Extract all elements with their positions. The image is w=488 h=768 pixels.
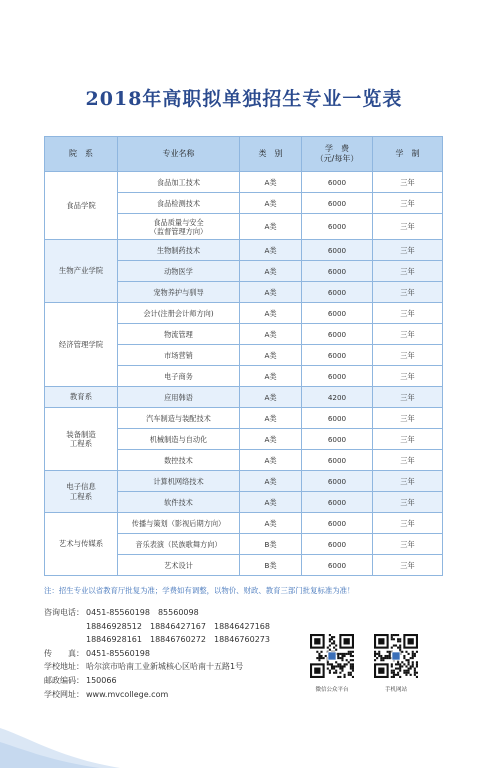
duration-cell: 三年 [373, 513, 443, 534]
category-cell: A类 [240, 429, 302, 450]
duration-cell: 三年 [373, 261, 443, 282]
decorative-wave-corner [0, 708, 120, 768]
table-row [45, 471, 443, 492]
fax-value: 0451-85560198 [86, 648, 150, 658]
address-value: 哈尔滨市哈南工业新城核心区哈南十五路1号 [86, 662, 244, 672]
category-cell: A类 [240, 172, 302, 193]
fee-cell: 6000 [302, 513, 373, 534]
major-name: 汽车制造与装配技术 [146, 413, 211, 423]
major-cell [118, 513, 240, 534]
fee-cell: 6000 [302, 303, 373, 324]
major-name: 数控技术 [164, 455, 193, 465]
dept-cell [45, 408, 118, 471]
wechat-qr-caption: 微信公众平台 [315, 687, 349, 693]
fee-cell: 6000 [302, 193, 373, 214]
major-name: 会计(注册会计师方向) [143, 308, 214, 318]
duration-cell: 三年 [373, 492, 443, 513]
fee-cell: 6000 [302, 534, 373, 555]
duration-cell: 三年 [373, 387, 443, 408]
address-label: 学校地址： [44, 662, 84, 672]
major-name: 生物制药技术 [156, 245, 201, 255]
major-name: 传播与策划（影视后期方向） [131, 518, 226, 528]
dept-name: 电子信息 [66, 482, 96, 492]
table-row [45, 408, 443, 429]
wechat-qr-code-icon[interactable] [310, 634, 354, 678]
table-body [45, 172, 443, 576]
major-name: 计算机网络技术 [153, 476, 204, 486]
dept-name: 生物产业学院 [58, 266, 104, 276]
category-cell: A类 [240, 513, 302, 534]
header-category: 类 别 [240, 137, 302, 172]
category-cell: A类 [240, 345, 302, 366]
zip-row [44, 674, 270, 688]
duration-cell: 三年 [373, 214, 443, 240]
table-row [45, 387, 443, 408]
duration-cell: 三年 [373, 429, 443, 450]
fee-cell: 6000 [302, 240, 373, 261]
web-row [44, 688, 270, 702]
dept-name: 装备制造 [66, 429, 96, 439]
duration-cell: 三年 [373, 534, 443, 555]
category-cell: A类 [240, 282, 302, 303]
major-cell [118, 240, 240, 261]
dept-name: 经济管理学院 [58, 339, 104, 349]
fee-cell: 6000 [302, 429, 373, 450]
major-subtitle: （监督管理方向） [149, 226, 208, 236]
table-row [45, 303, 443, 324]
majors-table [44, 136, 443, 576]
fee-cell: 6000 [302, 408, 373, 429]
table-row [45, 513, 443, 534]
dept-name: 艺术与传媒系 [58, 539, 104, 549]
major-cell [118, 471, 240, 492]
web-value[interactable]: www.mvcollege.com [86, 689, 169, 699]
major-name: 动物医学 [164, 266, 193, 276]
major-cell [118, 282, 240, 303]
mobile-site-qr-code-icon[interactable] [374, 634, 418, 678]
header-fee [302, 137, 373, 172]
fee-cell: 6000 [302, 324, 373, 345]
dept-name: 食品学院 [66, 200, 96, 210]
table-header-row [45, 137, 443, 172]
major-name: 食品加工技术 [156, 177, 201, 187]
fee-cell: 6000 [302, 214, 373, 240]
major-cell [118, 172, 240, 193]
fee-cell: 6000 [302, 261, 373, 282]
fee-cell: 6000 [302, 345, 373, 366]
dept-cell [45, 303, 118, 387]
dept-name-line2: 工程系 [69, 491, 93, 501]
duration-cell: 三年 [373, 408, 443, 429]
footnote: 注：招生专业以省教育厅批复为准；学费如有调整，以物价、财政、教育三部门批复标准为准！ [44, 586, 355, 595]
contact-info [44, 606, 270, 701]
dept-cell [45, 172, 118, 240]
duration-cell: 三年 [373, 450, 443, 471]
wechat-qr-block [306, 634, 358, 693]
major-cell [118, 408, 240, 429]
mobile-qr-block [370, 634, 422, 693]
major-name: 机械制造与自动化 [149, 434, 208, 444]
fee-cell: 6000 [302, 366, 373, 387]
major-name: 食品质量与安全 [153, 217, 204, 227]
phone-line-2: 18846928512 18846427167 18846427168 [86, 621, 270, 631]
duration-cell: 三年 [373, 324, 443, 345]
phone-label: 咨询电话： [44, 608, 84, 617]
duration-cell: 三年 [373, 193, 443, 214]
major-cell [118, 492, 240, 513]
category-cell: A类 [240, 492, 302, 513]
phone-row-3 [44, 633, 270, 647]
major-cell [118, 324, 240, 345]
category-cell: A类 [240, 408, 302, 429]
zip-label: 邮政编码： [44, 675, 84, 685]
duration-cell: 三年 [373, 172, 443, 193]
category-cell: A类 [240, 214, 302, 240]
phone-line-3: 18846928161 18846760272 18846760273 [86, 635, 270, 645]
category-cell: A类 [240, 471, 302, 492]
major-name: 宠物养护与驯导 [153, 287, 204, 297]
major-cell [118, 303, 240, 324]
dept-cell [45, 240, 118, 303]
phone-row-2 [44, 620, 270, 634]
major-name: 电子商务 [164, 371, 193, 381]
fee-cell: 6000 [302, 172, 373, 193]
major-name: 应用韩语 [164, 392, 193, 402]
address-row [44, 660, 270, 674]
dept-cell [45, 471, 118, 513]
major-name: 物流管理 [164, 329, 193, 339]
category-cell: A类 [240, 324, 302, 345]
mobile-qr-caption: 手机网站 [384, 687, 407, 693]
major-cell [118, 429, 240, 450]
header-dept: 院 系 [45, 137, 118, 172]
zip-value: 150066 [86, 675, 117, 685]
fee-cell: 6000 [302, 471, 373, 492]
fee-cell: 6000 [302, 282, 373, 303]
category-cell: A类 [240, 240, 302, 261]
major-cell [118, 534, 240, 555]
major-cell [118, 387, 240, 408]
major-cell [118, 555, 240, 576]
header-major: 专业名称 [118, 137, 240, 172]
dept-name-line2: 工程系 [69, 439, 93, 448]
duration-cell: 三年 [373, 471, 443, 492]
phone-line-1: 0451-85560198 85560098 [86, 608, 199, 617]
duration-cell: 三年 [373, 366, 443, 387]
fee-cell: 6000 [302, 555, 373, 576]
dept-name: 教育系 [69, 392, 93, 402]
fee-cell: 6000 [302, 450, 373, 471]
major-cell [118, 450, 240, 471]
header-fee-line2: （元/每年） [315, 154, 359, 163]
major-cell [118, 366, 240, 387]
dept-cell [45, 387, 118, 408]
major-name: 食品检测技术 [156, 198, 201, 208]
fee-cell: 6000 [302, 492, 373, 513]
category-cell: A类 [240, 366, 302, 387]
major-name: 软件技术 [164, 497, 193, 507]
category-cell: B类 [240, 555, 302, 576]
category-cell: A类 [240, 261, 302, 282]
category-cell: B类 [240, 534, 302, 555]
duration-cell: 三年 [373, 282, 443, 303]
major-name: 艺术设计 [164, 560, 193, 570]
duration-cell: 三年 [373, 555, 443, 576]
phone-row [44, 606, 270, 620]
major-cell [118, 345, 240, 366]
fax-label: 传 真： [44, 648, 84, 658]
category-cell: A类 [240, 303, 302, 324]
web-label: 学校网址： [44, 689, 84, 699]
header-fee-line1: 学 费 [325, 144, 349, 153]
major-name: 音乐表演（民族歌舞方向） [135, 539, 222, 549]
duration-cell: 三年 [373, 345, 443, 366]
major-cell [118, 193, 240, 214]
category-cell: A类 [240, 193, 302, 214]
table-row [45, 240, 443, 261]
header-duration: 学 制 [373, 137, 443, 172]
duration-cell: 三年 [373, 240, 443, 261]
page-title: 2018年高职拟单独招生专业一览表 [85, 88, 403, 110]
major-name: 市场营销 [164, 350, 193, 360]
fee-cell: 4200 [302, 387, 373, 408]
category-cell: A类 [240, 387, 302, 408]
category-cell: A类 [240, 450, 302, 471]
major-cell [118, 261, 240, 282]
dept-cell [45, 513, 118, 576]
table-row [45, 172, 443, 193]
duration-cell: 三年 [373, 303, 443, 324]
fax-row [44, 647, 270, 661]
major-cell [118, 214, 240, 240]
